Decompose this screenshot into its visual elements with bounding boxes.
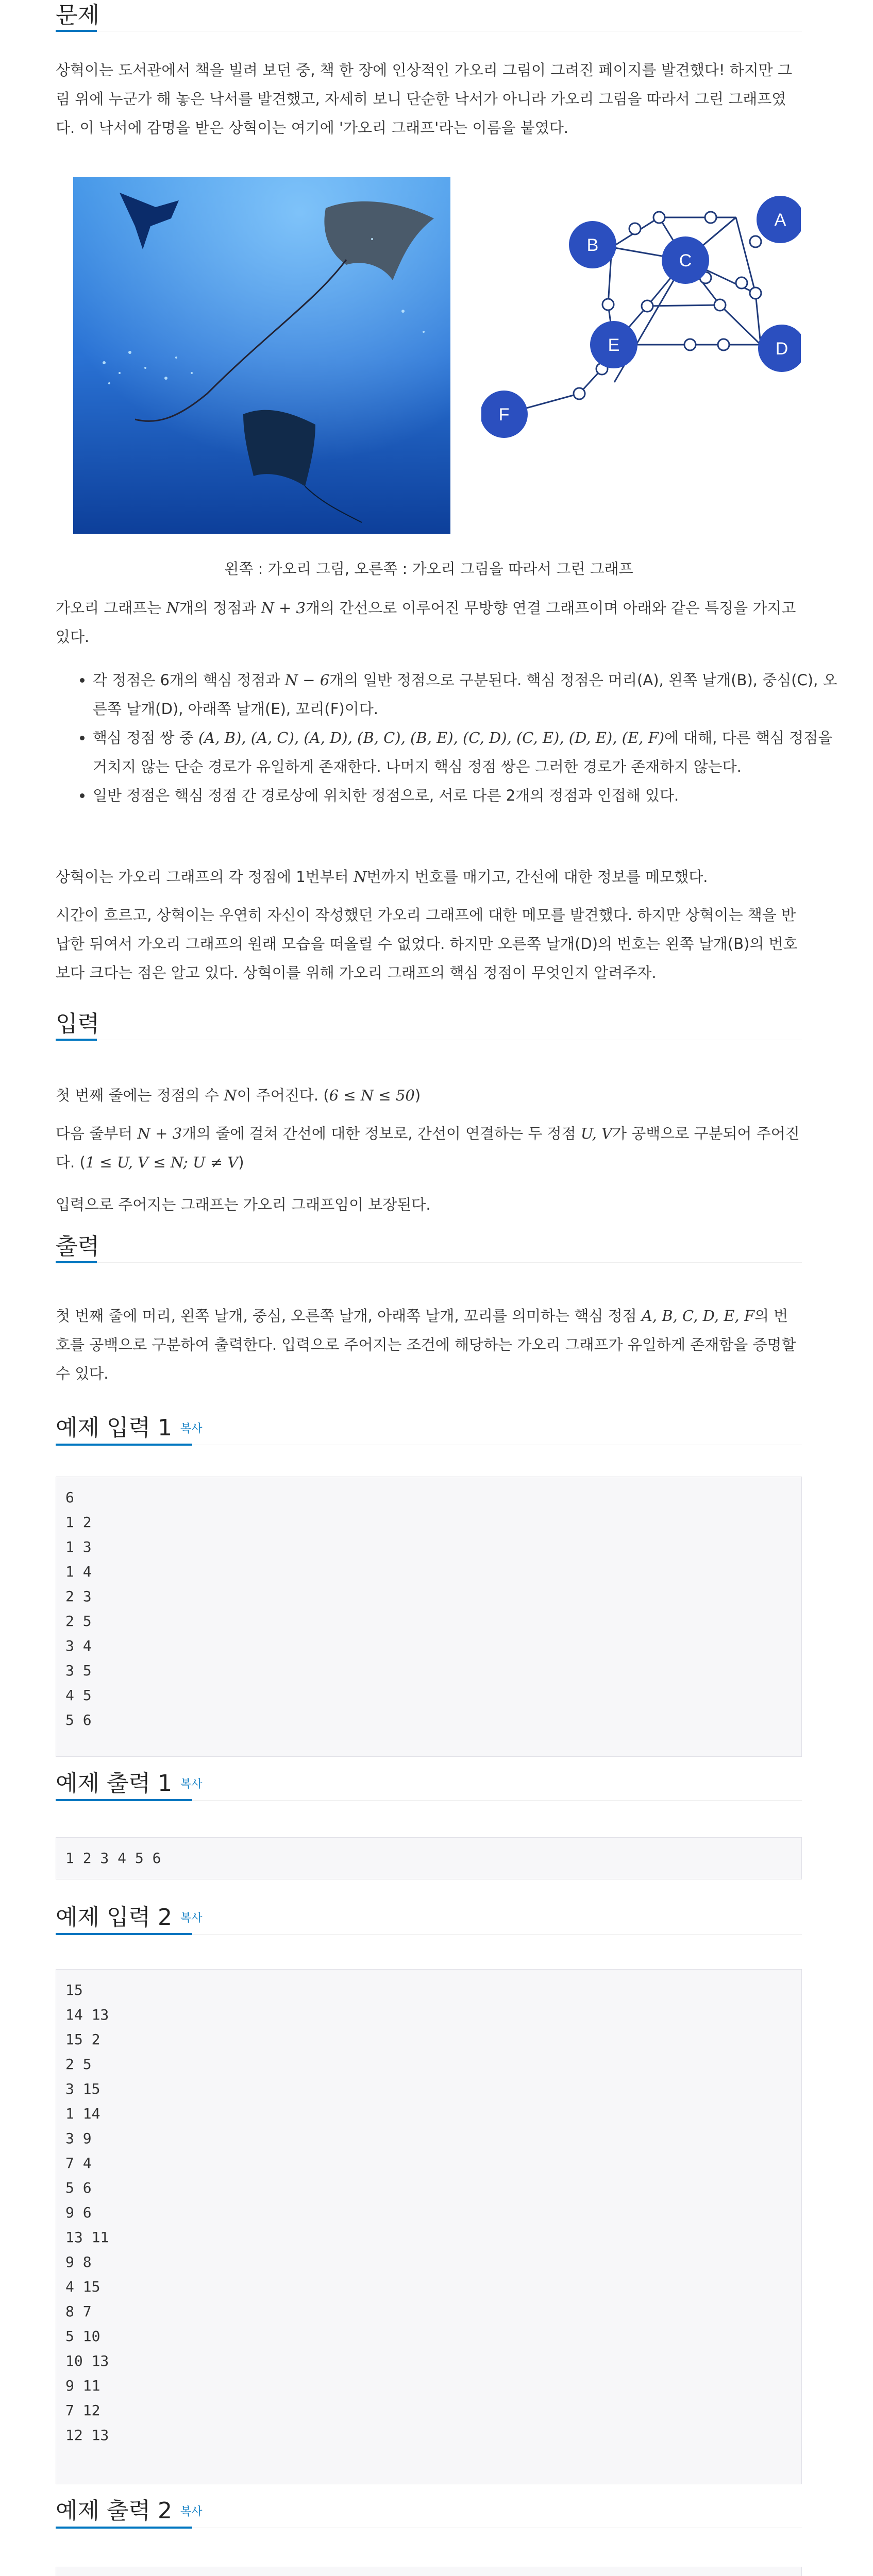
svg-text:A: A — [774, 210, 786, 230]
svg-text:B: B — [586, 235, 599, 255]
input-title: 입력 — [56, 1011, 100, 1037]
graph-node-f — [481, 391, 528, 438]
problem-header — [56, 0, 802, 31]
input-line-1: 첫 번째 줄에는 정점의 수 N이 주어진다. (6 ≤ N ≤ 50) — [56, 1087, 421, 1104]
math-n: N — [224, 1087, 237, 1104]
math-n-plus-3: N + 3 — [261, 599, 306, 617]
math-uv: U, V — [580, 1125, 612, 1142]
stingray-graph — [481, 177, 801, 497]
accent-underline — [56, 1039, 97, 1041]
input-line-2: 다음 줄부터 N + 3개의 줄에 걸쳐 간선에 대한 정보로, 간선이 연결하는 두 정점 U, V가 공백으로 구분되어 주어진다. (1 ≤ U, V ≤ N; U ≠ V) — [56, 1125, 800, 1171]
text-span: 개의 정점과 — [179, 599, 261, 617]
sample-input-1-header — [56, 1413, 802, 1445]
graph-definition — [56, 594, 802, 651]
math-core-list: A, B, C, D, E, F — [641, 1307, 754, 1325]
sample-output-2-title: 예제 출력 2 — [56, 2498, 172, 2524]
accent-underline — [56, 30, 97, 32]
sample-input-1-title: 예제 입력 1 — [56, 1415, 172, 1441]
numbering-paragraph: 상혁이는 가오리 그래프의 각 정점에 1번부터 N번까지 번호를 매기고, 간선에 대한 정보를 메모했다. — [56, 868, 708, 886]
graph-edges — [504, 217, 761, 414]
divider — [56, 1262, 802, 1263]
list-item: • 핵심 정점 쌍 중 (A, B), (A, C), (A, D), (B, C), (B, E), (C, D), (C, E), (D, E), (E, F)에 대해, 다른 핵심 정점을 거치지 않는 단순 경로가 유일하게 존재한다. 나머지 핵심 정점 쌍은 그러한 경로가 존재하지 않는다. — [93, 723, 839, 781]
output-description: 첫 번째 줄에 머리, 왼쪽 날개, 중심, 오른쪽 날개, 아래쪽 날개, 꼬리를 의미하는 핵심 정점 A, B, C, D, E, F의 번호를 공백으로 구분하여 출력한다. 입력으로 주어지는 조건에 해당하는 가오리 그래프가 유일하게 존재함을 증명할 수 있다. — [56, 1307, 796, 1382]
graph-node-a — [757, 196, 801, 243]
list-item: • 각 정점은 6개의 핵심 정점과 N − 6개의 일반 정점으로 구분된다. 핵심 정점은 머리(A), 왼쪽 날개(B), 중심(C), 오른쪽 날개(D), 아래쪽 날개(E), 꼬리(F)이다. — [93, 666, 839, 723]
svg-text:E: E — [608, 335, 620, 355]
sample-output-1-header — [56, 1768, 802, 1800]
graph-node-e — [590, 321, 637, 368]
math-core-pairs: (A, B), (A, C), (A, D), (B, C), (B, E), (C, D), (C, E), (D, E), (E, F) — [198, 729, 665, 747]
output-header — [56, 1231, 802, 1262]
problem-title: 문제 — [56, 2, 100, 28]
sample-input-2[interactable]: 15 14 13 15 2 2 5 3 15 1 14 3 9 7 4 5 6 9 6 13 11 9 8 4 15 8 7 5 10 10 13 9 11 7 12 12 13 — [56, 1969, 802, 2484]
math-n-plus-3: N + 3 — [137, 1125, 182, 1142]
graph-node-c — [662, 236, 709, 284]
svg-text:D: D — [775, 339, 788, 359]
sample-output-1[interactable]: 1 2 3 4 5 6 — [56, 1837, 802, 1879]
text-span: 개의 간선으로 이루어진 무방향 연결 그래프이며 아래와 같은 특징을 가지고 있다. — [56, 599, 796, 646]
sample-output-1-title: 예제 출력 1 — [56, 1770, 172, 1797]
input-header — [56, 1009, 802, 1040]
sample-input-2-title: 예제 입력 2 — [56, 1904, 172, 1930]
story-paragraph: 시간이 흐르고, 상혁이는 우연히 자신이 작성했던 가오리 그래프에 대한 메모를 발견했다. 하지만 상혁이는 책을 반납한 뒤여서 가오리 그래프의 원래 모습을 떠올릴 수 없었다. 하지만 오른쪽 날개(D)의 번호는 왼쪽 날개(B)의 번호보다 크다는 점은 알고 있다. 상혁이를 위해 가오리 그래프의 핵심 정점이 무엇인지 알려주자. — [56, 906, 798, 981]
math-n-minus-6: N − 6 — [284, 671, 330, 689]
sample-output-2[interactable] — [56, 2567, 802, 2576]
manta-ray-photo — [73, 177, 450, 534]
problem-intro: 상혁이는 도서관에서 책을 빌려 보던 중, 책 한 장에 인상적인 가오리 그림이 그려진 페이지를 발견했다! 하지만 그림 위에 누군가 해 놓은 낙서를 발견했고, 자세히 보니 단순한 낙서가 아니라 가오리 그림을 따라서 그린 그래프였다. 이 낙서에 감명을 받은 상혁이는 여기에 '가오리 그래프'라는 이름을 붙였다. — [56, 61, 792, 137]
svg-text:F: F — [498, 405, 510, 425]
copy-button[interactable]: 복사 — [180, 1912, 203, 1925]
core-nodes — [481, 196, 801, 438]
svg-text:C: C — [679, 251, 692, 270]
sample-output-2-header — [56, 2496, 802, 2528]
manta-ray-photo-icon — [73, 177, 450, 534]
accent-underline — [56, 1799, 192, 1801]
math-n: N — [354, 868, 367, 886]
copy-button[interactable]: 복사 — [180, 1422, 203, 1435]
math-n: N — [166, 599, 179, 617]
list-item: • 일반 정점은 핵심 정점 간 경로상에 위치한 정점으로, 서로 다른 2개의 정점과 인접해 있다. — [93, 781, 839, 810]
math-uv-range: 1 ≤ U, V ≤ N; U ≠ V — [85, 1154, 239, 1171]
copy-button[interactable]: 복사 — [180, 1778, 203, 1791]
property-list — [56, 666, 839, 810]
accent-underline — [56, 2527, 192, 2529]
figure-caption: 왼쪽 : 가오리 그림, 오른쪽 : 가오리 그림을 따라서 그린 그래프 — [224, 560, 633, 578]
graph-node-b — [569, 221, 616, 268]
text-span: 가오리 그래프는 — [56, 599, 166, 617]
input-guarantee: 입력으로 주어지는 그래프는 가오리 그래프임이 보장된다. — [56, 1196, 431, 1213]
accent-underline — [56, 1444, 192, 1446]
sample-input-2-header — [56, 1902, 802, 1934]
sample-input-1[interactable]: 6 1 2 1 3 1 4 2 3 2 5 3 4 3 5 4 5 5 6 — [56, 1477, 802, 1757]
graph-node-d — [758, 325, 801, 372]
accent-underline — [56, 1933, 192, 1935]
copy-button[interactable]: 복사 — [180, 2505, 203, 2518]
output-title: 출력 — [56, 1233, 100, 1260]
math-n-range: 6 ≤ N ≤ 50 — [329, 1087, 415, 1104]
accent-underline — [56, 1261, 97, 1263]
